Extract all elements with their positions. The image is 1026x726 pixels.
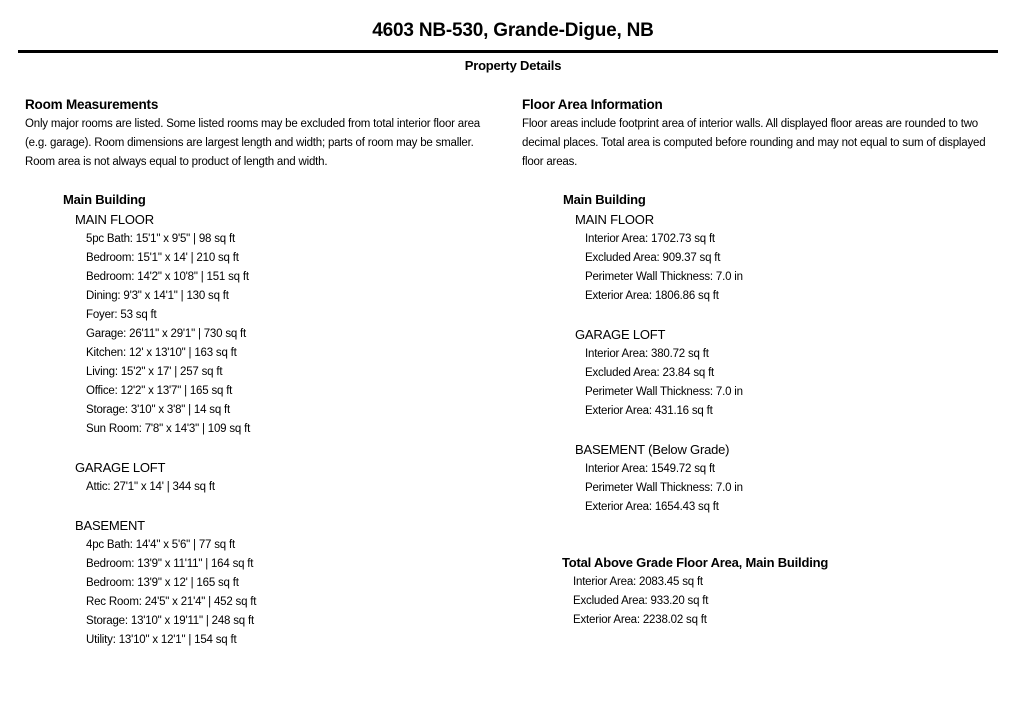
stat-list [522, 460, 1014, 517]
total-above-grade-heading: Total Above Grade Floor Area, Main Building [562, 555, 829, 570]
room-measurements-description [25, 115, 505, 172]
title-divider-rule [18, 50, 998, 53]
floor-area-stat-line: Exterior Area: 1806.86 sq ft [585, 290, 719, 302]
floor-area-stat-line: Excluded Area: 909.37 sq ft [585, 252, 721, 264]
room-floors-list [25, 210, 505, 650]
floor-block [25, 210, 505, 439]
description-line: floor areas. [522, 156, 578, 168]
room-measurement-line: Rec Room: 24'5" x 21'4" | 452 sq ft [86, 596, 257, 608]
room-measurement-line: Bedroom: 13'9" x 12' | 165 sq ft [86, 577, 239, 589]
floor-area-stat-line: Interior Area: 1702.73 sq ft [585, 233, 715, 245]
room-measurement-line: Storage: 13'10" x 19'11" | 248 sq ft [86, 615, 254, 627]
floor-area-stat-line: Excluded Area: 23.84 sq ft [585, 367, 715, 379]
floor-block [522, 210, 1014, 306]
building-name: Main Building [563, 192, 646, 207]
total-above-grade-block [522, 553, 1014, 630]
floor-name: GARAGE LOFT [575, 327, 666, 342]
floor-block [25, 458, 505, 497]
floor-area-stat-line: Exterior Area: 431.16 sq ft [585, 405, 713, 417]
description-line: decimal places. Total area is computed before rounding and may not equal to sum of displayed [522, 137, 986, 149]
room-measurement-line: Office: 12'2" x 13'7" | 165 sq ft [86, 385, 233, 397]
floor-name: MAIN FLOOR [575, 212, 654, 227]
stat-list [522, 345, 1014, 421]
total-stat-line: Excluded Area: 933.20 sq ft [573, 595, 709, 607]
description-line: Room area is not always equal to product of length and width. [25, 156, 328, 168]
room-measurement-line: Storage: 3'10" x 3'8" | 14 sq ft [86, 404, 231, 416]
floor-area-stat-line: Interior Area: 380.72 sq ft [585, 348, 709, 360]
room-measurement-line: Bedroom: 15'1" x 14' | 210 sq ft [86, 252, 239, 264]
floor-name: GARAGE LOFT [75, 460, 166, 475]
floor-area-stat-line: Exterior Area: 1654.43 sq ft [585, 501, 719, 513]
room-measurement-line: Living: 15'2" x 17' | 257 sq ft [86, 366, 223, 378]
room-measurements-section [25, 95, 505, 650]
room-measurement-line: Sun Room: 7'8" x 14'3" | 109 sq ft [86, 423, 251, 435]
room-measurements-heading: Room Measurements [25, 97, 159, 112]
floor-block [522, 325, 1014, 421]
room-measurement-line: Dining: 9'3" x 14'1" | 130 sq ft [86, 290, 229, 302]
room-measurement-line: Garage: 26'11" x 29'1" | 730 sq ft [86, 328, 247, 340]
stat-list [522, 230, 1014, 306]
floor-area-stat-line: Perimeter Wall Thickness: 7.0 in [585, 482, 743, 494]
floor-area-information-section [522, 95, 1014, 630]
room-list [25, 230, 505, 439]
room-list [25, 536, 505, 650]
building-name: Main Building [63, 192, 146, 207]
description-line: Only major rooms are listed. Some listed rooms may be excluded from total interior floor area [25, 118, 481, 130]
floor-area-stat-line: Perimeter Wall Thickness: 7.0 in [585, 271, 743, 283]
floor-area-description [522, 115, 1014, 172]
room-measurement-line: Foyer: 53 sq ft [86, 309, 157, 321]
description-line: (e.g. garage). Room dimensions are largest length and width; parts of room may be smaller. [25, 137, 474, 149]
floor-area-stat-line: Interior Area: 1549.72 sq ft [585, 463, 715, 475]
room-measurement-line: Bedroom: 13'9" x 11'11" | 164 sq ft [86, 558, 254, 570]
room-measurement-line: Kitchen: 12' x 13'10" | 163 sq ft [86, 347, 237, 359]
total-stat-list [522, 573, 1014, 630]
floor-name: BASEMENT (Below Grade) [575, 442, 730, 457]
room-measurement-line: Utility: 13'10" x 12'1" | 154 sq ft [86, 634, 237, 646]
room-measurement-line: Attic: 27'1" x 14' | 344 sq ft [86, 481, 215, 493]
page-title: 4603 NB-530, Grande-Digue, NB [372, 20, 654, 41]
floor-area-information-heading: Floor Area Information [522, 97, 663, 112]
room-measurement-line: 4pc Bath: 14'4" x 5'6" | 77 sq ft [86, 539, 235, 551]
total-stat-line: Interior Area: 2083.45 sq ft [573, 576, 703, 588]
description-line: Floor areas include footprint area of interior walls. All displayed floor areas are rounded to two [522, 118, 978, 130]
floor-area-stat-line: Perimeter Wall Thickness: 7.0 in [585, 386, 743, 398]
floor-name: BASEMENT [75, 518, 145, 533]
floor-block [522, 440, 1014, 517]
room-measurement-line: 5pc Bath: 15'1" x 9'5" | 98 sq ft [86, 233, 235, 245]
floor-name: MAIN FLOOR [75, 212, 154, 227]
room-list [25, 478, 505, 497]
room-measurement-line: Bedroom: 14'2" x 10'8" | 151 sq ft [86, 271, 249, 283]
total-stat-line: Exterior Area: 2238.02 sq ft [573, 614, 707, 626]
floor-block [25, 516, 505, 650]
page-subtitle: Property Details [464, 58, 562, 73]
area-floors-list [522, 210, 1014, 517]
